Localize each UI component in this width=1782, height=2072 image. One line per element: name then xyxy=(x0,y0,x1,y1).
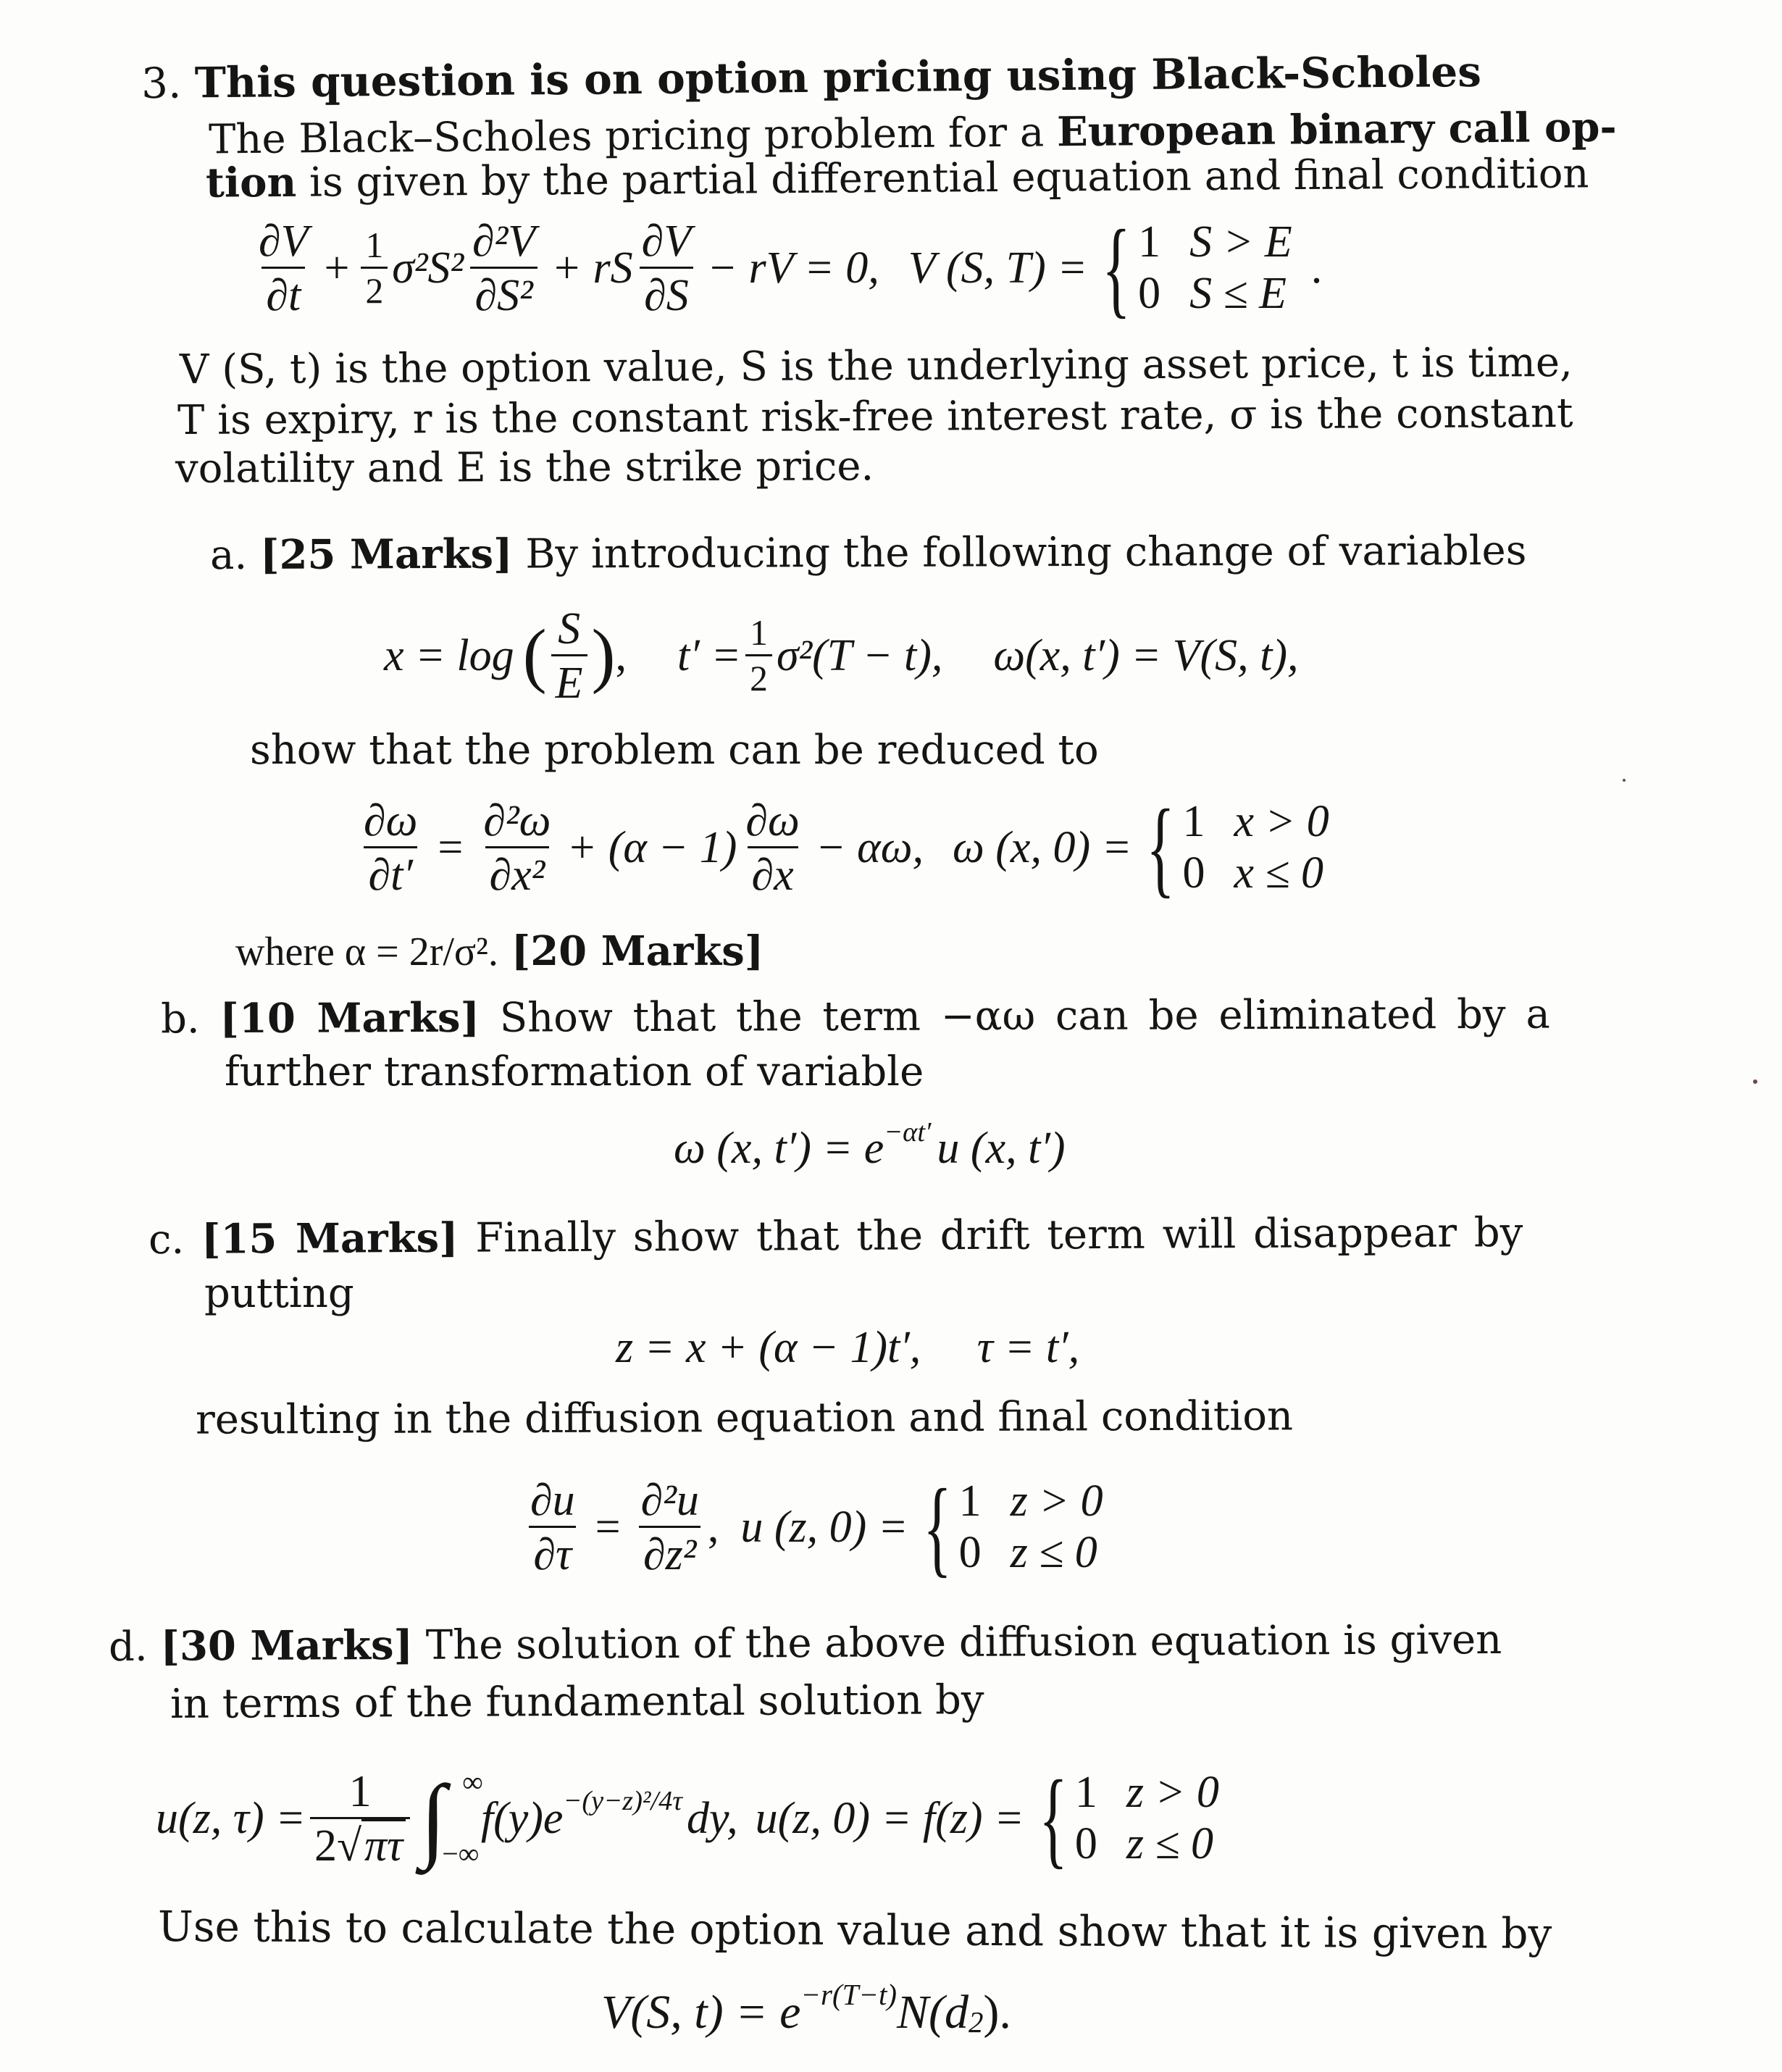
fraction-d2w-dx2: $\frac{\text{∂²ω}}{\text{∂x²}}$ xyxy=(483,795,551,900)
marks-badge: [15 Marks] xyxy=(201,1213,459,1263)
diffusion-equation: $\frac{\partial u}{\partial\tau}$ = $\frac{\text{∂²u}}{\text{∂z²}}$ , u (z, 0) = { 1 z > 0 0 z ≤ 0 xyxy=(522,1476,1103,1578)
intro-text: is given by the partial differential equation and final condition xyxy=(296,150,1589,206)
part-text: By introducing the following change of variables xyxy=(512,527,1527,578)
part-c-heading xyxy=(148,1209,1523,1263)
transformation-equation: ω (x, t′) = e $^{-\alpha t'}$ u (x, t′) xyxy=(674,1117,1066,1173)
alpha-definition: where α = 2r/σ². [20 Marks] xyxy=(235,927,764,975)
paper-speck xyxy=(1623,779,1626,782)
part-d-heading xyxy=(108,1616,1502,1671)
option-value-result: V(S, t) = e $^{-r(T-t)}$ N(d $_2$ ). xyxy=(601,1979,1011,2039)
marks-badge: [20 Marks] xyxy=(511,927,764,975)
integral-sign: ∫ ∞ −∞ xyxy=(420,1765,483,1871)
marks-badge: [25 Marks] xyxy=(259,530,513,579)
marks-badge: [30 Marks] xyxy=(160,1621,414,1671)
fraction-d2u-dz2: $\frac{\text{∂²u}}{\text{∂z²}}$ xyxy=(637,1478,703,1577)
left-brace: { xyxy=(922,1467,952,1587)
fundamental-solution: u(z, τ) = $\frac{1}{2√\pi\tau}$ ∫ ∞ −∞ f(y)e $^{-(y-z)^2/4\tau}$ dy, u(z, 0) = f(z) = { 1 z > 0 0 z ≤ 0 xyxy=(156,1758,1219,1879)
question-header xyxy=(141,46,1482,109)
part-b-heading xyxy=(160,990,1550,1043)
initial-condition-cases: 1 z > 0 0 z ≤ 0 xyxy=(1074,1767,1219,1868)
definition-line-2: T is expiry, r is the constant risk-free interest rate, σ is the constant xyxy=(177,389,1573,445)
part-text: Finally show that the drift term will disappear by xyxy=(458,1209,1523,1262)
part-label: a. xyxy=(209,531,248,580)
paper-speck xyxy=(1753,1079,1757,1084)
question-number: 3. xyxy=(141,58,182,109)
question-title: This question is on option pricing using Black-Scholes xyxy=(194,46,1482,108)
left-brace: { xyxy=(1102,208,1131,328)
intro-line-2 xyxy=(205,150,1589,207)
initial-condition-cases: 1 z > 0 0 z ≤ 0 xyxy=(958,1476,1103,1577)
part-d-text-2: in terms of the fundamental solution by xyxy=(170,1676,984,1728)
part-text: Show that the term −αω can be eliminated by a xyxy=(479,990,1550,1042)
reduced-pde: $\frac{\partial\omega}{\partial t'}$ = $\frac{\text{∂²ω}}{\text{∂x²}}$ + (α − 1) $\frac{\partial\omega}{\partial x}$ − αω, ω (x, 0) = { 1 x > 0 0 x ≤ 0 xyxy=(355,797,1329,898)
black-scholes-pde: $\frac{\partial V}{\partial t}$ + $\frac{1}{2}$ σ²S² $\frac{\text{∂²V}}{\text{∂S²}}$ + rS $\frac{\partial V}{\partial S}$ − rV = 0, V (S, T) = { 1 S > E 0 S ≤ E . xyxy=(250,217,1322,319)
definition-line-1: V (S, t) is the option value, S is the underlying asset price, t is time, xyxy=(179,338,1573,394)
part-label: b. xyxy=(160,995,200,1043)
drift-substitution: z = x + (α − 1)t′, τ = t′, xyxy=(616,1322,1080,1372)
use-this-text: Use this to calculate the option value and show that it is given by xyxy=(157,1901,1552,1959)
part-label: d. xyxy=(108,1623,148,1671)
definition-line-3: volatility and E is the strike price. xyxy=(175,443,874,493)
fraction-coefficient: $\frac{1}{2√\pi\tau}$ xyxy=(310,1769,410,1868)
fraction-S-E: $\frac{S}{E}$ xyxy=(551,606,587,706)
intro-bold-text: tion xyxy=(205,158,297,207)
marks-badge: [10 Marks] xyxy=(219,993,480,1043)
intro-bold-text: European binary call op- xyxy=(1056,103,1617,156)
fraction-d2V-dS2: $\frac{\text{∂²V}}{\text{∂S²}}$ xyxy=(468,219,540,318)
part-label: c. xyxy=(148,1216,185,1263)
part-a-heading xyxy=(209,527,1527,580)
final-condition-cases: 1 S > E 0 S ≤ E xyxy=(1138,217,1292,318)
intro-text: The Black–Scholes pricing problem for a xyxy=(208,109,1058,164)
part-c-text-2: putting xyxy=(204,1270,354,1317)
fraction-dV-dt: $\frac{\partial V}{\partial t}$ xyxy=(259,216,309,320)
part-text: The solution of the above diffusion equation is given xyxy=(412,1616,1502,1669)
change-of-variables: x = log ( $\frac{S}{E}$ ) , t′ = $\frac{1}{2}$ σ²(T − t), ω(x, t′) = V(S, t), xyxy=(384,603,1299,708)
left-brace: { xyxy=(1146,788,1176,908)
fraction-du-dtau: $\frac{\partial u}{\partial\tau}$ xyxy=(530,1475,575,1579)
fraction-half: $\frac{1}{2}$ xyxy=(361,227,388,309)
fraction-dw-dx: $\frac{\partial\omega}{\partial x}$ xyxy=(745,795,800,900)
fraction-dV-dS: $\frac{\partial V}{\partial S}$ xyxy=(637,219,696,318)
fraction-half: $\frac{1}{2}$ xyxy=(745,615,772,696)
diffusion-intro-text: resulting in the diffusion equation and final condition xyxy=(195,1392,1294,1444)
fraction-dw-dt: $\frac{\partial\omega}{\partial t'}$ xyxy=(364,795,418,900)
left-brace: { xyxy=(1039,1758,1068,1879)
initial-condition-cases: 1 x > 0 0 x ≤ 0 xyxy=(1182,796,1329,898)
part-b-text-2: further transformation of variable xyxy=(225,1048,924,1095)
show-reduction-text: show that the problem can be reduced to xyxy=(250,727,1099,774)
